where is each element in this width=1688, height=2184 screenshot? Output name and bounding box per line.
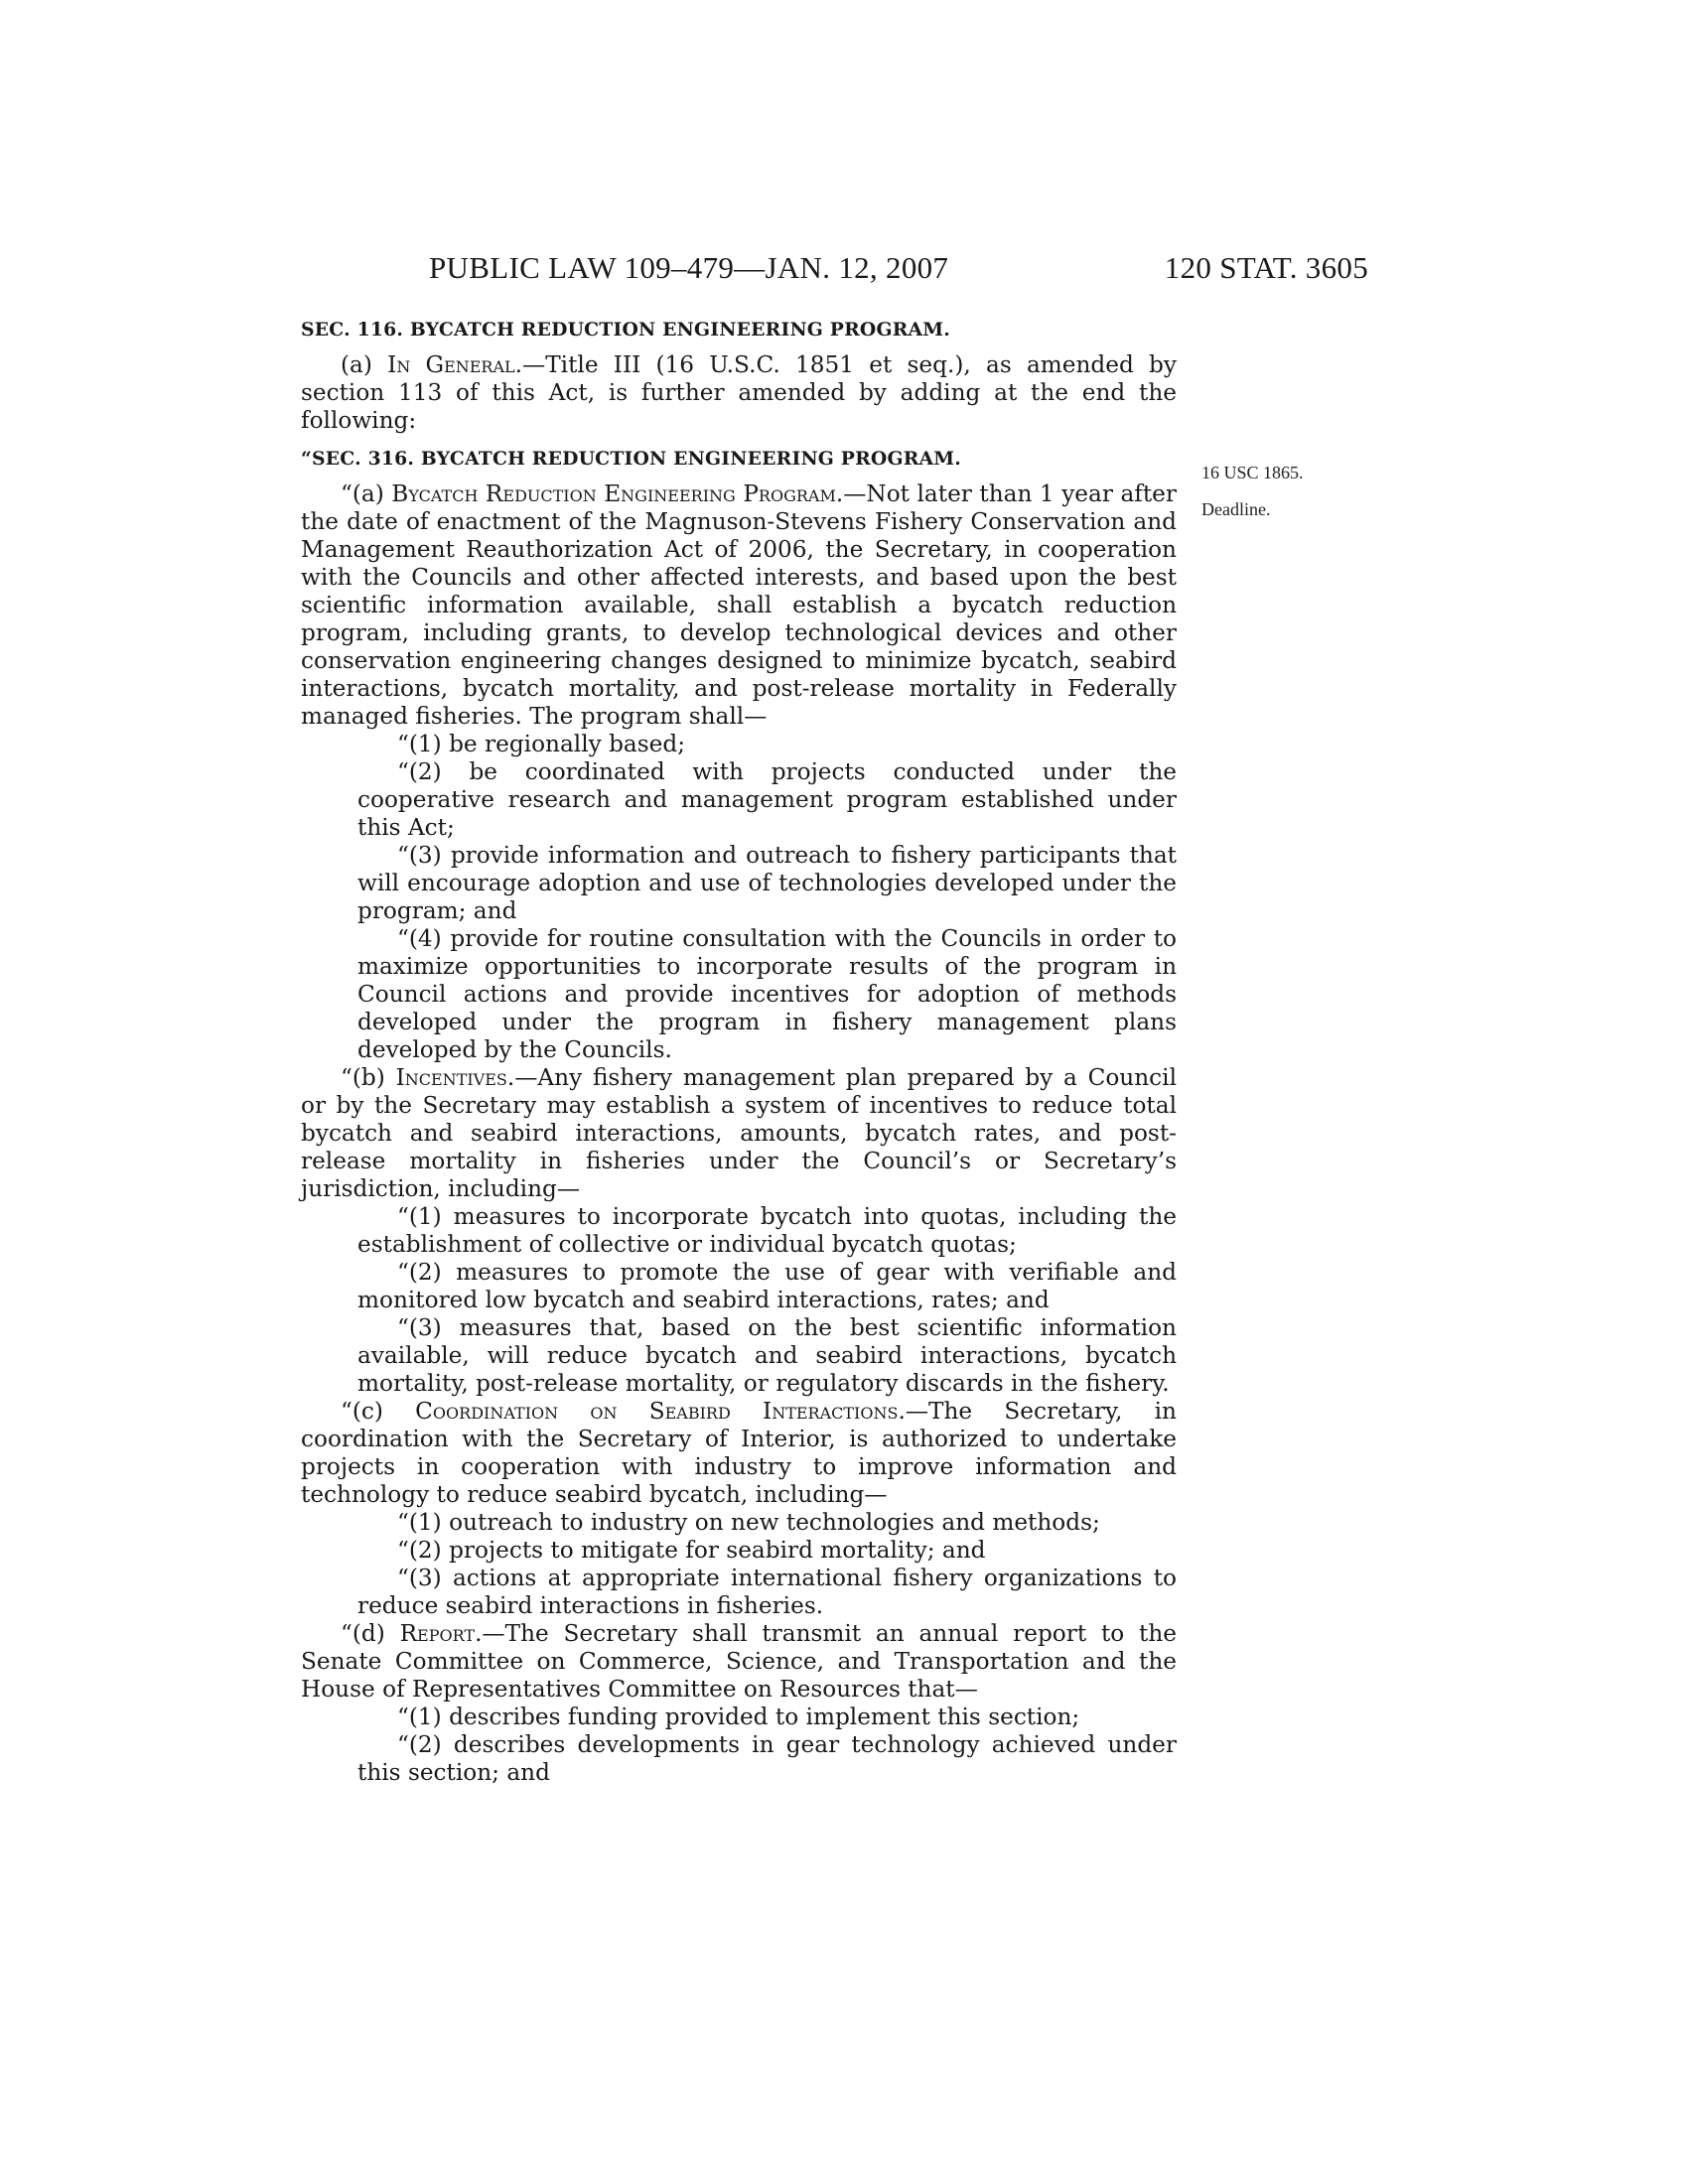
stat-page-number: 120 STAT. 3605 <box>1164 250 1368 285</box>
subsection-a-item: “(3) provide information and outreach to fishery participants that will encourage adoption and use of technologies developed under the program; and <box>357 842 1177 924</box>
subsection-a-item: “(1) be regionally based; <box>397 731 686 757</box>
margin-note-deadline: Deadline. <box>1201 499 1271 519</box>
subsection-c-paragraph: “(c) Coordination on Seabird Interactions.—The Secretary, in coordination with the Secretary of Interior, is authorized to undertake projects in cooperation with industry to improve information and technology to reduce seabird bycatch, including— <box>301 1398 1177 1508</box>
section-116-heading: SEC. 116. BYCATCH REDUCTION ENGINEERING PROGRAM. <box>301 319 951 341</box>
subsection-d-paragraph: “(d) Report.—The Secretary shall transmit an annual report to the Senate Committee on Commerce, Science, and Transportation and the House of Representatives Committee on Resources that— <box>301 1620 1177 1703</box>
subsection-c-item: “(3) actions at appropriate international fishery organizations to reduce seabird interactions in fisheries. <box>357 1565 1177 1619</box>
public-law-title: PUBLIC LAW 109–479—JAN. 12, 2007 <box>429 250 949 285</box>
margin-note-usc: 16 USC 1865. <box>1201 463 1304 482</box>
subsection-a-item: “(2) be coordinated with projects conducted under the cooperative research and management program established under this Act; <box>357 758 1177 841</box>
subsection-b-paragraph: “(b) Incentives.—Any fishery management plan prepared by a Council or by the Secretary may establish a system of incentives to reduce total bycatch and seabird interactions, amounts, bycatch rates, and post-release mortality in fisheries under the Council’s or Secretary’s jurisdiction, including— <box>301 1064 1177 1202</box>
document-body <box>301 316 1177 1787</box>
subsection-b-item: “(3) measures that, based on the best scientific information available, will reduce bycatch and seabird interactions, bycatch mortality, post-release mortality, or regulatory discards in the fishery. <box>357 1314 1177 1397</box>
subsection-c-item: “(1) outreach to industry on new technologies and methods; <box>397 1509 1100 1536</box>
subsection-b-item: “(2) measures to promote the use of gear with verifiable and monitored low bycatch and seabird interactions, rates; and <box>357 1259 1177 1313</box>
subsection-d-item: “(1) describes funding provided to implement this section; <box>397 1704 1080 1730</box>
section-316-heading: “SEC. 316. BYCATCH REDUCTION ENGINEERING PROGRAM. <box>301 448 962 470</box>
subsection-a-paragraph: “(a) Bycatch Reduction Engineering Program.—Not later than 1 year after the date of enactment of the Magnuson-Stevens Fishery Conservation and Management Reauthorization Act of 2006, the Secretary, in cooperation with the Councils and other affected interests, and based upon the best scientific information available, shall establish a bycatch reduction program, including grants, to develop technological devices and other conservation engineering changes designed to minimize bycatch, seabird interactions, bycatch mortality, and post-release mortality in Federally managed fisheries. The program shall— <box>301 480 1177 730</box>
running-header <box>429 250 1368 290</box>
subsection-c-item: “(2) projects to mitigate for seabird mortality; and <box>397 1537 986 1564</box>
subsection-d-item: “(2) describes developments in gear technology achieved under this section; and <box>357 1731 1177 1786</box>
subsection-a-item: “(4) provide for routine consultation with the Councils in order to maximize opportunities to incorporate results of the program in Council actions and provide incentives for adoption of methods developed under the program in fishery management plans developed by the Councils. <box>357 925 1177 1063</box>
section-116-paragraph-a: (a) In General.—Title III (16 U.S.C. 1851 et seq.), as amended by section 113 of this Act, is further amended by adding at the end the following: <box>301 351 1177 434</box>
subsection-b-item: “(1) measures to incorporate bycatch into quotas, including the establishment of collective or individual bycatch quotas; <box>357 1203 1177 1258</box>
